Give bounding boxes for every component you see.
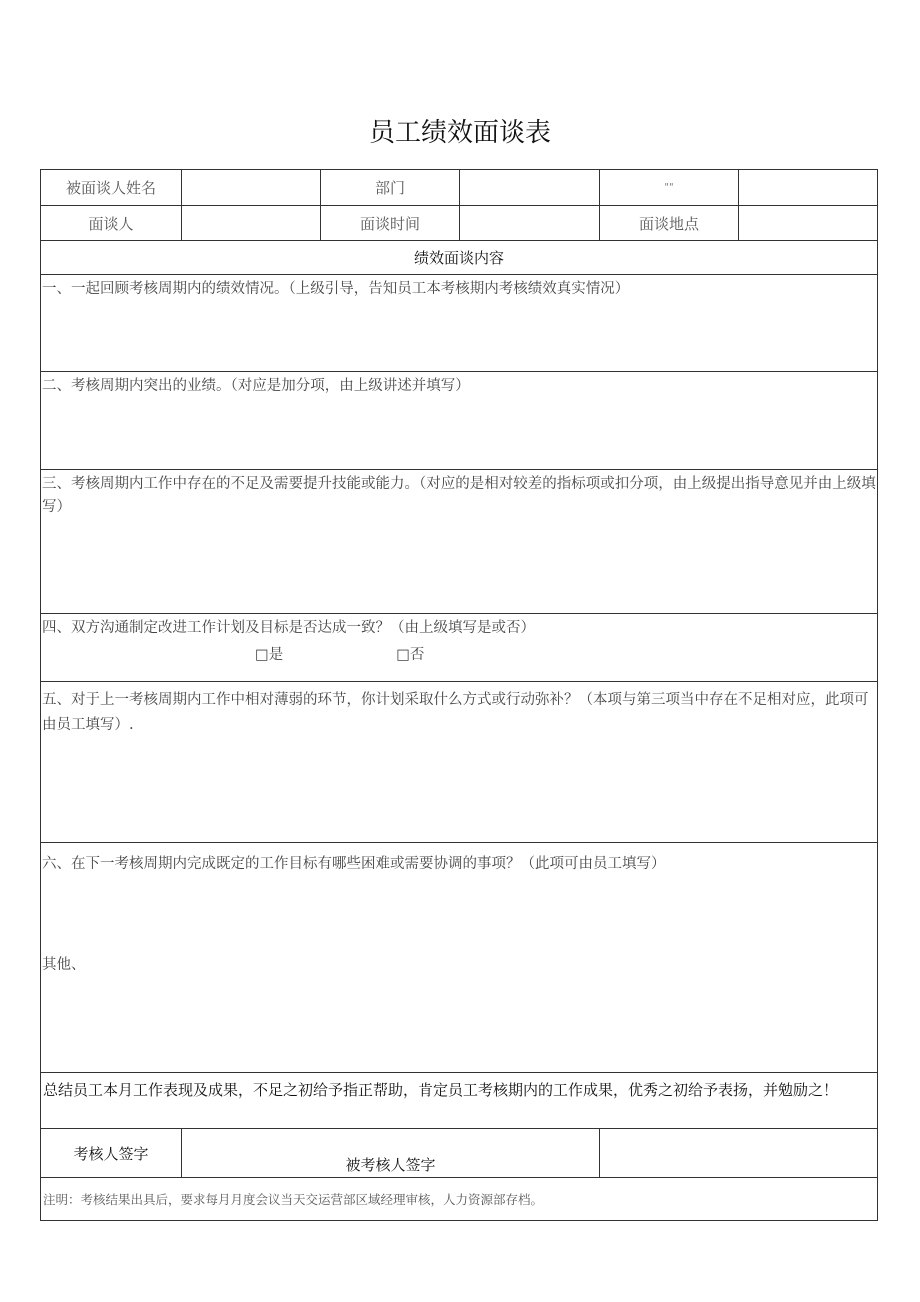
position-label: "" bbox=[599, 170, 738, 205]
interview-location-label: 面谈地点 bbox=[599, 206, 738, 240]
question-4-block bbox=[41, 614, 877, 681]
question-6-row[interactable] bbox=[41, 842, 877, 1072]
question-3-text: 三、考核周期内工作中存在的不足及需要提升技能或能力。（对应的是相对较差的指标项或扣分项，由上级提出指导意见并由上级填写） bbox=[42, 476, 876, 515]
header-row-2 bbox=[41, 205, 877, 240]
page-title: 员工绩效面谈表 bbox=[368, 118, 551, 148]
question-6-block bbox=[41, 843, 877, 1072]
interview-time-label: 面谈时间 bbox=[320, 206, 459, 240]
interview-location-field[interactable] bbox=[738, 206, 877, 240]
interviewer-field[interactable] bbox=[181, 206, 320, 240]
note-row bbox=[41, 1177, 877, 1220]
question-1-row[interactable] bbox=[41, 274, 877, 371]
interviewer-label: 面谈人 bbox=[88, 214, 134, 233]
reviewer-signature-label: 考核人签字 bbox=[73, 1144, 149, 1163]
other-label: 其他、 bbox=[42, 957, 86, 973]
question-2-text: 二、考核周期内突出的业绩。（对应是加分项，由上级讲述并填写） bbox=[42, 378, 470, 394]
section-title-row bbox=[41, 240, 877, 274]
summary-text: 总结员工本月工作表现及成果，不足之初给予指正帮助，肯定员工考核期内的工作成果，优秀之初给予表扬，并勉励之！ bbox=[43, 1081, 839, 1099]
question-4-choices bbox=[42, 644, 876, 667]
interview-form bbox=[40, 169, 878, 1221]
department-field[interactable] bbox=[459, 170, 599, 205]
signature-row bbox=[41, 1128, 877, 1177]
reviewee-signature-field[interactable] bbox=[599, 1129, 877, 1177]
note-text: 注明：考核结果出具后，要求每月月度会议当天交运营部区域经理审核，人力资源部存档。 bbox=[43, 1192, 544, 1207]
question-4-text: 四、双方沟通制定改进工作计划及目标是否达成一致？（由上级填写是或否） bbox=[42, 620, 535, 636]
question-4-row bbox=[41, 613, 877, 681]
interview-time-field[interactable] bbox=[459, 206, 599, 240]
yes-checkbox[interactable]: □是 bbox=[255, 647, 284, 663]
no-checkbox[interactable]: □否 bbox=[396, 647, 425, 663]
reviewee-signature-label: 被考核人签字 bbox=[181, 1129, 599, 1177]
question-5-text: 五、对于上一考核周期内工作中相对薄弱的环节，你计划采取什么方式或行动弥补？（本项与第三项当中存在不足相对应，此项可由员工填写）. bbox=[42, 692, 869, 733]
question-3-row[interactable] bbox=[41, 469, 877, 613]
interviewee-name-label: 被面谈人姓名 bbox=[65, 179, 156, 197]
question-5-row[interactable] bbox=[41, 681, 877, 842]
question-1-text: 一、一起回顾考核周期内的绩效情况。（上级引导，告知员工本考核期内考核绩效真实情况） bbox=[42, 281, 630, 297]
interviewee-name-field[interactable] bbox=[181, 170, 320, 205]
question-2-row[interactable] bbox=[41, 371, 877, 469]
department-label: 部门 bbox=[320, 170, 459, 205]
header-row-1 bbox=[41, 170, 877, 205]
section-title: 绩效面谈内容 bbox=[413, 249, 504, 267]
summary-row bbox=[41, 1072, 877, 1128]
position-field[interactable] bbox=[738, 170, 877, 205]
question-6-text: 六、在下一考核周期内完成既定的工作目标有哪些困难或需要协调的事项？（此项可由员工填写） bbox=[42, 856, 666, 872]
